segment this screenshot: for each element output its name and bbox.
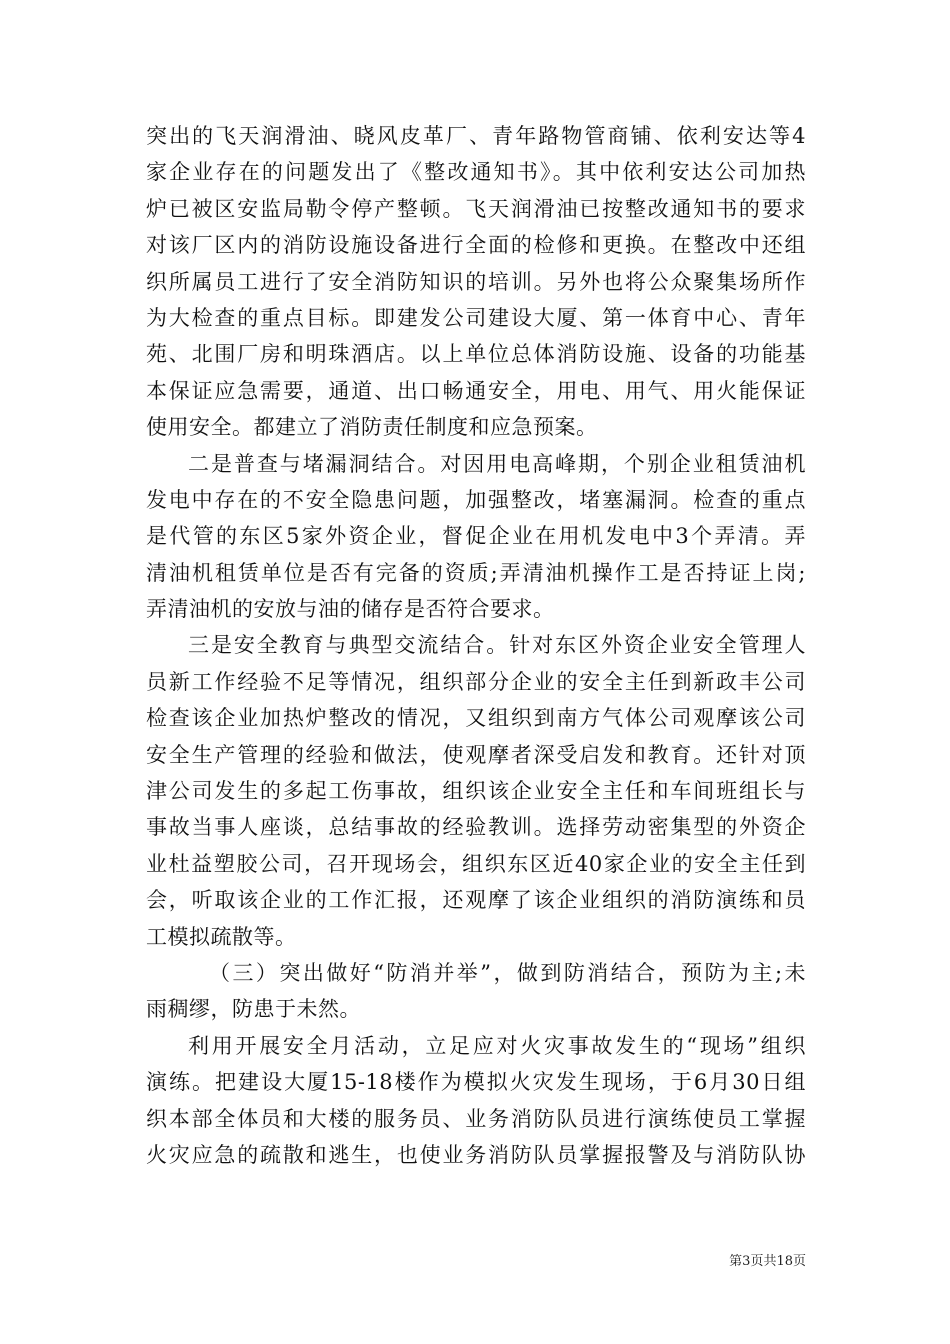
text-line: 检查该企业加热炉整改的情况，又组织到南方气体公司观摩该公司 xyxy=(146,706,806,731)
text-line: 津公司发生的多起工伤事故，组织该企业安全主任和车间班组长与 xyxy=(146,779,806,804)
text-line: 本保证应急需要，通道、出口畅通安全，用电、用气、用火能保证 xyxy=(146,378,806,403)
text-line: 苑、北围厂房和明珠酒店。以上单位总体消防设施、设备的功能基 xyxy=(146,342,806,367)
text-line: 演练。把建设大厦15-18楼作为模拟火灾发生现场，于6月30日组 xyxy=(146,1070,806,1095)
text-line: 员新工作经验不足等情况，组织部分企业的安全主任到新政丰公司 xyxy=(146,669,806,694)
document-body xyxy=(146,118,806,1173)
text-line: 是代管的东区5家外资企业，督促企业在用机发电中3个弄清。弄 xyxy=(146,524,806,549)
page-number: 第3页共18页 xyxy=(729,1254,806,1269)
text-line: 对该厂区内的消防设施设备进行全面的检修和更换。在整改中还组 xyxy=(146,233,806,258)
text-line: 事故当事人座谈，总结事故的经验教训。选择劳动密集型的外资企 xyxy=(146,815,806,840)
text-line: 为大检查的重点目标。即建发公司建设大厦、第一体育中心、青年 xyxy=(146,305,806,330)
text-line: 二是普查与堵漏洞结合。对因用电高峰期，个别企业租赁油机 xyxy=(188,451,806,476)
text-line: 业杜益塑胶公司，召开现场会，组织东区近40家企业的安全主任到 xyxy=(146,851,806,876)
paragraph-1 xyxy=(146,118,806,446)
section-heading xyxy=(146,955,806,1028)
text-line: 清油机租赁单位是否有完备的资质;弄清油机操作工是否持证上岗; xyxy=(146,560,806,585)
text-line: 发电中存在的不安全隐患问题，加强整改，堵塞漏洞。检查的重点 xyxy=(146,487,806,512)
paragraph-5 xyxy=(146,1028,806,1174)
text-line: 三是安全教育与典型交流结合。针对东区外资企业安全管理人 xyxy=(188,633,806,658)
text-line: 使用安全。都建立了消防责任制度和应急预案。 xyxy=(146,415,598,440)
text-line: （三）突出做好“防消并举”，做到防消结合，预防为主;未 xyxy=(209,960,806,985)
text-line: 家企业存在的问题发出了《整改通知书》。其中依利安达公司加热 xyxy=(146,160,806,185)
text-line: 雨稠缪，防患于未然。 xyxy=(146,997,361,1022)
text-line: 利用开展安全月活动，立足应对火灾事故发生的“现场”组织 xyxy=(188,1033,806,1058)
text-line: 安全生产管理的经验和做法，使观摩者深受启发和教育。还针对顶 xyxy=(146,742,806,767)
text-line: 织本部全体员和大楼的服务员、业务消防队员进行演练使员工掌握 xyxy=(146,1106,806,1131)
paragraph-2 xyxy=(146,446,806,628)
text-line: 弄清油机的安放与油的储存是否符合要求。 xyxy=(146,597,555,622)
text-line: 工模拟疏散等。 xyxy=(146,924,297,949)
text-line: 会，听取该企业的工作汇报，还观摩了该企业组织的消防演练和员 xyxy=(146,888,806,913)
text-line: 炉已被区安监局勒令停产整顿。飞天润滑油已按整改通知书的要求 xyxy=(146,196,806,221)
text-line: 织所属员工进行了安全消防知识的培训。另外也将公众聚集场所作 xyxy=(146,269,806,294)
text-line: 火灾应急的疏散和逃生，也使业务消防队员掌握报警及与消防队协 xyxy=(146,1142,806,1167)
paragraph-3 xyxy=(146,627,806,955)
text-line: 突出的飞天润滑油、晓风皮革厂、青年路物管商铺、依利安达等4 xyxy=(146,124,806,148)
